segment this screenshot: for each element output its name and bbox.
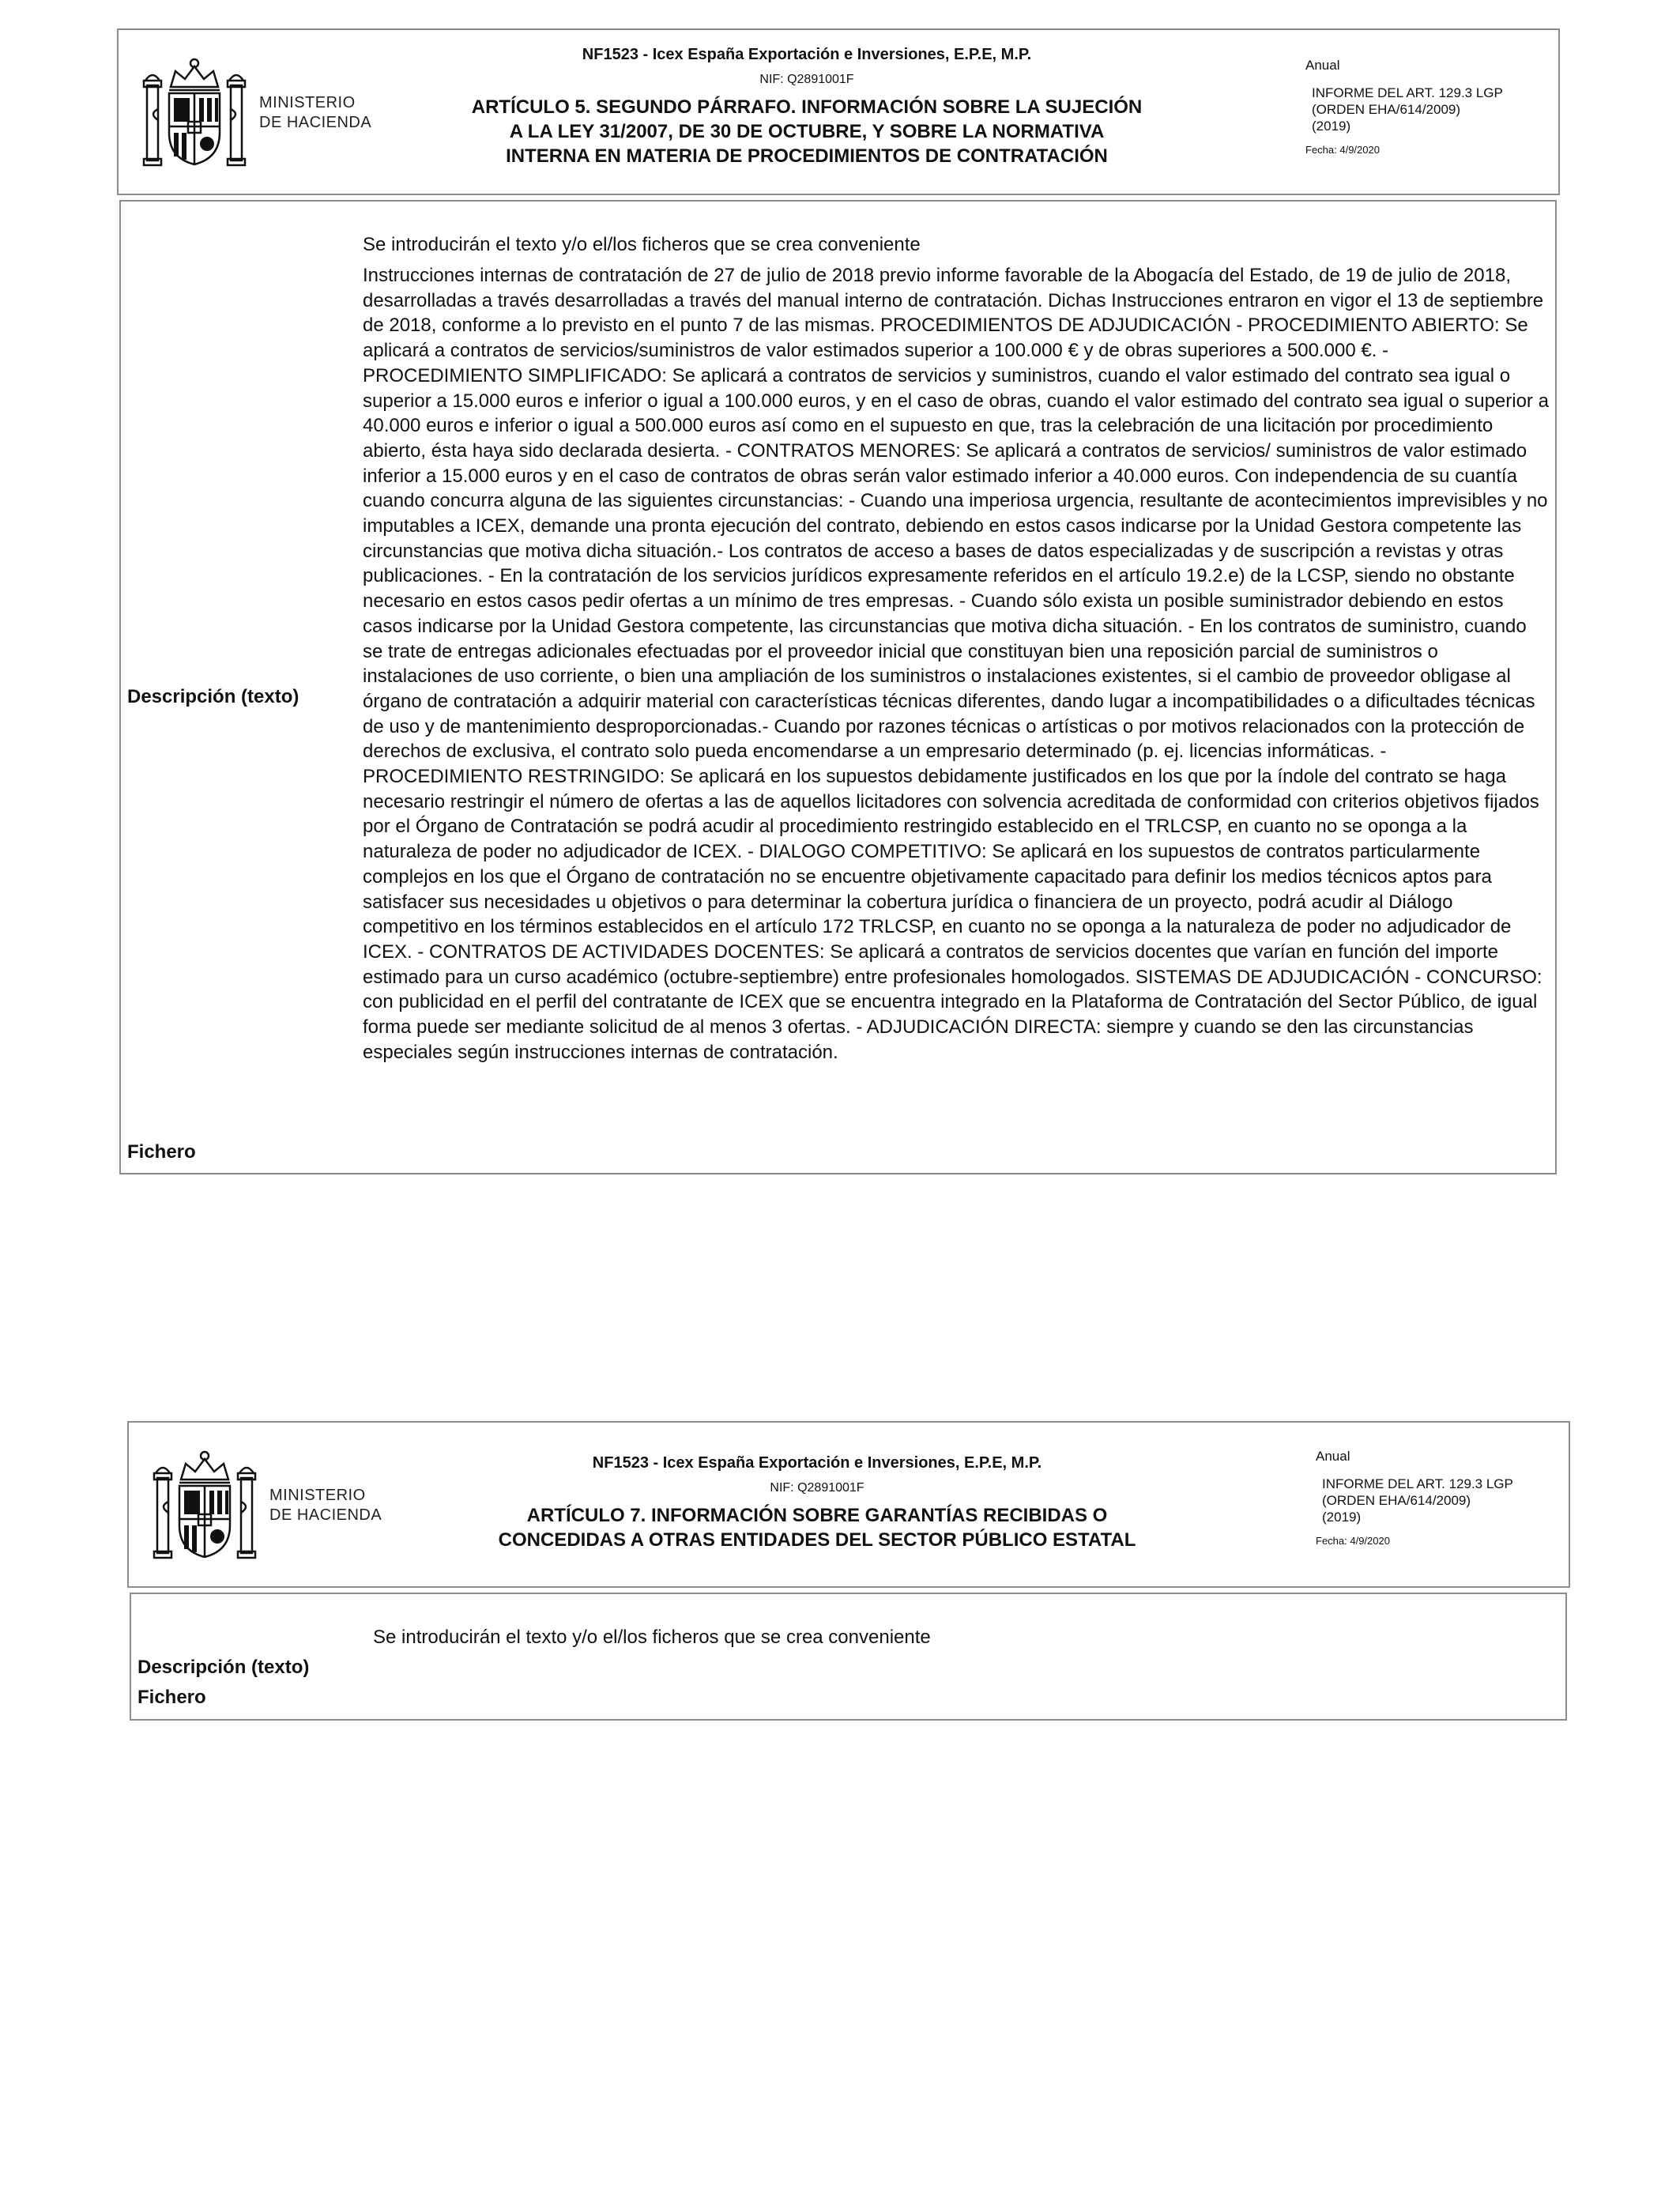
nif-label: NIF: Q2891001F [759, 73, 854, 86]
ministry-logo [153, 1446, 397, 1565]
report-header-1 [117, 28, 1560, 195]
section-content-1 [119, 200, 1557, 1174]
header-center [477, 1453, 1158, 1552]
entity-name: NF1523 - Icex España Exportación e Inversiones, E.P.E, M.P. [582, 46, 1032, 63]
nif-label: NIF: Q2891001F [770, 1481, 864, 1495]
description-label: Descripción (texto) [137, 1657, 310, 1678]
date-label: Fecha: 4/9/2020 [1316, 1535, 1390, 1547]
ministry-name: MINISTERIO DE HACIENDA [269, 1487, 382, 1524]
file-label: Fichero [127, 1141, 196, 1163]
file-label: Fichero [137, 1687, 206, 1708]
description-label: Descripción (texto) [127, 686, 299, 707]
report-header-2 [127, 1421, 1570, 1588]
date-label: Fecha: 4/9/2020 [1305, 144, 1380, 156]
ministry-name: MINISTERIO DE HACIENDA [259, 94, 372, 131]
coat-of-arms-icon [153, 1446, 257, 1565]
period-label: Anual [1305, 58, 1340, 73]
section-content-2 [130, 1593, 1567, 1721]
report-reference: INFORME DEL ART. 129.3 LGP (ORDEN EHA/614/2009) (2019) [1312, 85, 1503, 134]
period-label: Anual [1316, 1449, 1350, 1464]
section-title: ARTÍCULO 7. INFORMACIÓN SOBRE GARANTÍAS RECIBIDAS O CONCEDIDAS A OTRAS ENTIDADES DEL SECTOR PÚBLICO ESTATAL [498, 1505, 1136, 1551]
header-center [466, 44, 1147, 168]
coat-of-arms-icon [142, 54, 247, 172]
ministry-logo [142, 54, 387, 172]
entity-name: NF1523 - Icex España Exportación e Inversiones, E.P.E, M.P. [592, 1454, 1042, 1472]
header-right [1305, 57, 1543, 158]
intro-text: Se introducirán el texto y/o el/los ficheros que se crea conveniente [363, 234, 921, 255]
section-title: ARTÍCULO 5. SEGUNDO PÁRRAFO. INFORMACIÓN SOBRE LA SUJECIÓN A LA LEY 31/2007, DE 30 DE OCTUBRE, Y SOBRE LA NORMATIVA INTERNA EN MATERIA DE PROCEDIMIENTOS DE CONTRATACIÓN [471, 96, 1143, 167]
report-reference: INFORME DEL ART. 129.3 LGP (ORDEN EHA/614/2009) (2019) [1322, 1476, 1513, 1525]
description-text: Instrucciones internas de contratación de 27 de julio de 2018 previo informe favorable de la Abogacía del Estado, de 19 de julio de 2018, desarrolladas a través desarrolladas a través del manual interno de contratación. Dichas Instrucciones entraron en vigor el 13 de septiembre de 2018, conforme a lo previsto en el punto 7 de las mismas. PROCEDIMIENTOS DE ADJUDICACIÓN - PROCEDIMIENTO ABIERTO: Se aplicará a contratos de servicios/suministros de valor estimados superior a 100.000 € y de obras superiores a 500.000 €. - PROCEDIMIENTO SIMPLIFICADO: Se aplicará a contratos de servicios y suministros, cuando el valor estimado del contrato sea igual o superior a 15.000 euros e inferior o igual a 100.000 euros, y en el caso de obras, cuando el valor estimado del contrato sea igual o superior a 40.000 euros e inferior o igual a 500.000 euros así como en el supuesto en que, tras la celebración de una licitación por procedimiento abierto, ésta haya sido declarada desierta. - CONTRATOS MENORES: Se aplicará a contratos de servicios/ suministros de valor estimado inferior a 15.000 euros y en el caso de contratos de obras serán valor estimado inferior a 40.000 euros. Con independencia de su cuantía cuando concurra alguna de las siguientes circunstancias: - Cuando una imperiosa urgencia, resultante de acontecimientos imprevisibles y no imputables a ICEX, demande una pronta ejecución del contrato, debiendo en estos casos indicarse por la Unidad Gestora competente las circunstancias que motiva dicha situación.- Los contratos de acceso a bases de datos especializadas y de suscripción a revistas y otras publicaciones. - En la contratación de los servicios jurídicos expresamente referidos en el artículo 19.2.e) de la LCSP, siendo no obstante necesario en estos casos pedir ofertas a un mínimo de tres empresas. - Cuando sólo exista un posible suministrador debiendo en estos casos indicarse por la Unidad Gestora competente, las circunstancias que motiva dicha situación. - En los contratos de suministro, cuando se trate de entregas adicionales efectuadas por el proveedor inicial que constituyan bien una reposición parcial de suministros o instalaciones de uso corriente, o bien una ampliación de los suministros o instalaciones existentes, si el cambio de proveedor obligase al órgano de contratación a adquirir material con características técnicas diferentes, dando lugar a incompatibilidades o a dificultades técnicas de uso y de mantenimiento desproporcionadas.- Cuando por razones técnicas o artísticas o por motivos relacionados con la protección de derechos de exclusiva, el contrato solo pueda encomendarse a un empresario determinado (p. ej. licencias informáticas. - PROCEDIMIENTO RESTRINGIDO: Se aplicará en los supuestos debidamente justificados en los que por la índole del contrato se haga necesario restringir el número de ofertas a las de aquellos licitadores con solvencia acreditada de conformidad con criterios objetivos fijados por el Órgano de Contratación se podrá acudir al procedimiento restringido establecido en el TRLCSP, en cuanto no se oponga a la naturaleza de poder no adjudicador de ICEX. - DIALOGO COMPETITIVO: Se aplicará en los supuestos de contratos particularmente complejos en los que el Órgano de contratación no se encuentre objetivamente capacitado para definir los medios técnicos aptos para satisfacer sus necesidades u objetivos o para determinar la cobertura jurídica o financiera de un proyecto, podrá acudir al Diálogo competitivo en los términos establecidos en el artículo 172 TRLCSP, en cuanto no se oponga a la naturaleza de poder no adjudicador de ICEX. - CONTRATOS DE ACTIVIDADES DOCENTES: Se aplicará a contratos de servicios docentes que varían en función del importe estimado para un curso académico (octubre-septiembre) entre profesionales homologados. SISTEMAS DE ADJUDICACIÓN - CONCURSO: con publicidad en el perfil del contratante de ICEX que se encuentra integrado en la Plataforma de Contratación del Sector Público, de igual forma puede ser mediante solicitud de al menos 3 ofertas. - ADJUDICACIÓN DIRECTA: siempre y cuando se den las circunstancias especiales según instrucciones internas de contratación. [363, 265, 1549, 1063]
intro-text: Se introducirán el texto y/o el/los ficheros que se crea conveniente [373, 1627, 931, 1648]
header-right [1316, 1448, 1553, 1549]
